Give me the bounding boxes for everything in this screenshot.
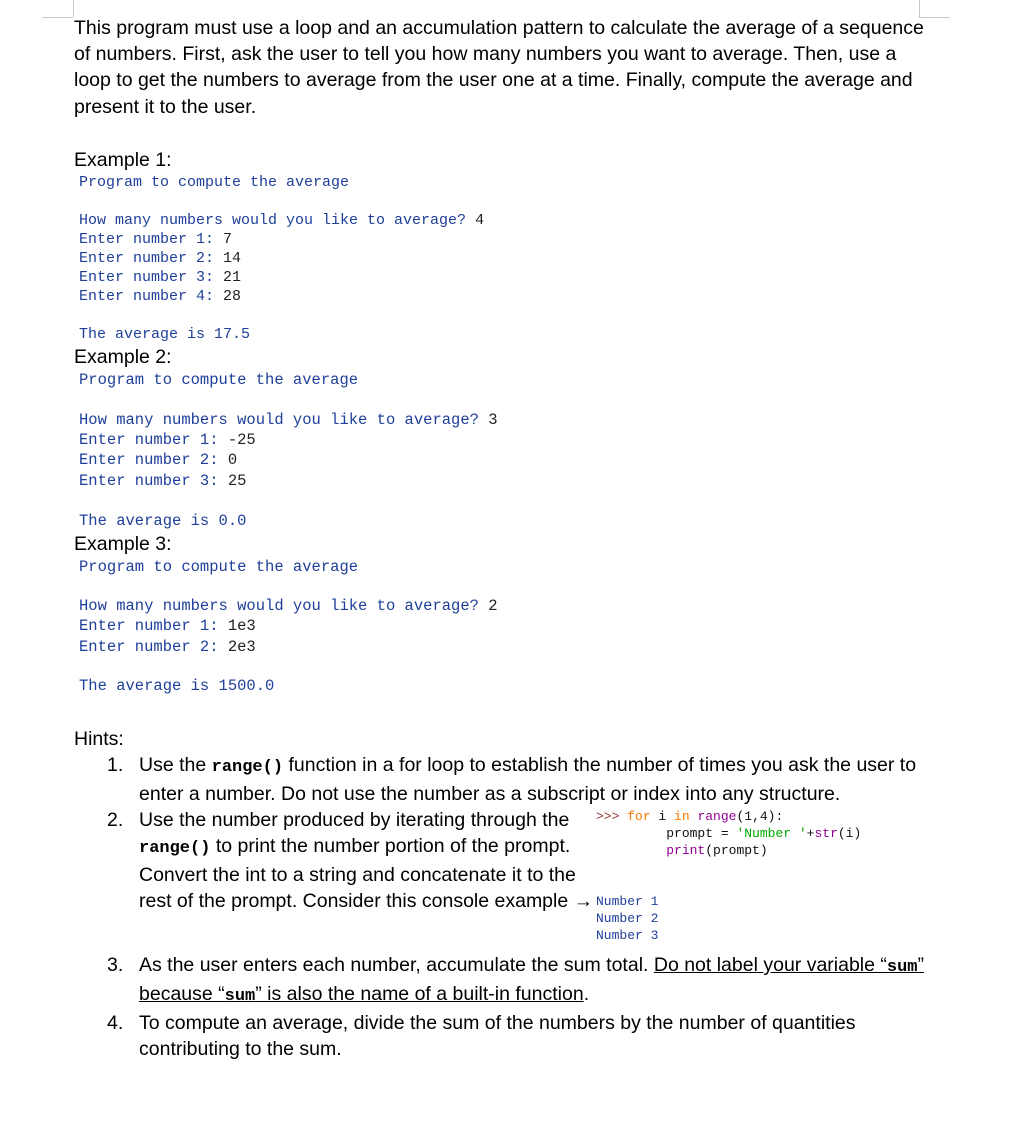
- user-input: -25: [227, 431, 256, 450]
- entry-prompt: Enter number 2:: [79, 637, 228, 656]
- entry-line: [79, 287, 924, 306]
- crop-mark-top-left-horizontal: [42, 17, 73, 18]
- entry-prompt: Enter number 4:: [79, 287, 224, 305]
- hint-2: [74, 807, 924, 944]
- user-input: 2e3: [227, 637, 256, 656]
- example-3: [74, 531, 924, 696]
- example-1: [74, 147, 924, 344]
- console-example: [594, 807, 861, 944]
- hint-4: [74, 1010, 924, 1062]
- console-output: [74, 557, 924, 696]
- hint-text: to print the number portion of the prompt. Convert the int to a string and concatenate it to the rest of the prompt. Consider this console example →: [139, 835, 594, 913]
- entry-prompt: Enter number 2:: [79, 451, 228, 470]
- inline-code: sum: [224, 987, 256, 1007]
- count-line: [79, 211, 924, 230]
- hint-number: 4.: [107, 1012, 124, 1035]
- hint-text: function in a for loop to establish the number of times you ask the user to enter a number. Do not use the number as a subscript or index into any structure.: [139, 754, 917, 806]
- user-input: 7: [223, 230, 233, 248]
- console-title: Program to compute the average: [79, 173, 350, 191]
- user-input: 3: [488, 411, 498, 430]
- count-prompt: How many numbers would you like to average?: [79, 211, 476, 229]
- entry-line: [79, 430, 924, 450]
- user-input: 21: [223, 268, 242, 286]
- user-input: 25: [227, 471, 247, 490]
- example-heading: Example 3:: [74, 533, 172, 556]
- count-line: [79, 410, 924, 430]
- inline-code: sum: [886, 958, 918, 978]
- inline-code: range(): [211, 758, 284, 778]
- user-input: 28: [223, 287, 242, 305]
- document-page: [74, 15, 924, 1062]
- count-line: [79, 596, 924, 616]
- entry-prompt: Enter number 2:: [79, 249, 224, 267]
- entry-line: [79, 268, 924, 287]
- result-line: The average is 0.0: [79, 511, 247, 530]
- count-prompt: How many numbers would you like to average?: [79, 597, 489, 616]
- hints-list: [74, 752, 924, 1062]
- intro-paragraph: This program must use a loop and an accumulation pattern to calculate the average of a sequence of numbers. First, ask the user to tell you how many numbers you want to average. Then, use a loop to get the numbers to average from the user one at a time. Finally, compute the average and present it to the user.: [74, 17, 924, 118]
- console-output-line: Number 2: [596, 911, 659, 927]
- result-line: The average is 1500.0: [79, 676, 275, 695]
- user-input: 0: [227, 451, 238, 470]
- example-2: [74, 344, 924, 531]
- warning-text: Do not label your variable “sum” because “sum” is also the name of a built-in function: [139, 954, 925, 1007]
- example-heading: Example 1:: [74, 148, 172, 171]
- console-output-line: Number 3: [596, 928, 659, 944]
- hint-1: [74, 752, 924, 807]
- console-output: [74, 370, 924, 531]
- console-title: Program to compute the average: [79, 370, 359, 389]
- entry-line: [79, 471, 924, 491]
- hint-text: To compute an average, divide the sum of the numbers by the number of quantities contributing to the sum.: [139, 1012, 856, 1061]
- hint-text: Use the: [139, 754, 212, 777]
- entry-line: [79, 249, 924, 268]
- example-heading: Example 2:: [74, 345, 172, 368]
- inline-code: range(): [139, 839, 211, 859]
- hint-number: 3.: [107, 954, 124, 977]
- console-output: [74, 173, 924, 344]
- hint-number: 2.: [107, 809, 124, 832]
- entry-prompt: Enter number 3:: [79, 268, 224, 286]
- hint-number: 1.: [107, 754, 124, 777]
- console-output-line: Number 1: [596, 894, 659, 910]
- hint-text: Use the number produced by iterating through the: [139, 809, 570, 832]
- hint-text: As the user enters each number, accumulate the sum total.: [139, 954, 654, 977]
- entry-line: [79, 450, 924, 470]
- code-line-print: print(prompt): [666, 843, 768, 859]
- entry-prompt: Enter number 3:: [79, 471, 228, 490]
- user-input: 2: [488, 597, 498, 616]
- count-prompt: How many numbers would you like to average?: [79, 411, 489, 430]
- user-input: 14: [223, 249, 242, 267]
- entry-prompt: Enter number 1:: [79, 230, 224, 248]
- user-input: 1e3: [227, 617, 256, 636]
- entry-line: [79, 616, 924, 636]
- entry-prompt: Enter number 1:: [79, 617, 228, 636]
- entry-prompt: Enter number 1:: [79, 431, 228, 450]
- result-line: The average is 17.5: [79, 325, 251, 343]
- console-title: Program to compute the average: [79, 558, 359, 577]
- hint-3: 3. As the user enters each number, accumulate the sum total. Do not label your variable “sum” because “sum” is also the name of a built-in function.: [107, 954, 925, 1007]
- code-line-for: >>> for i in range(1,4):: [596, 809, 784, 825]
- code-line-assign: prompt = 'Number '+str(i): [666, 826, 862, 842]
- entry-line: [79, 230, 924, 249]
- hints-heading: Hints:: [74, 728, 124, 751]
- entry-line: [79, 637, 924, 657]
- user-input: 4: [475, 211, 485, 229]
